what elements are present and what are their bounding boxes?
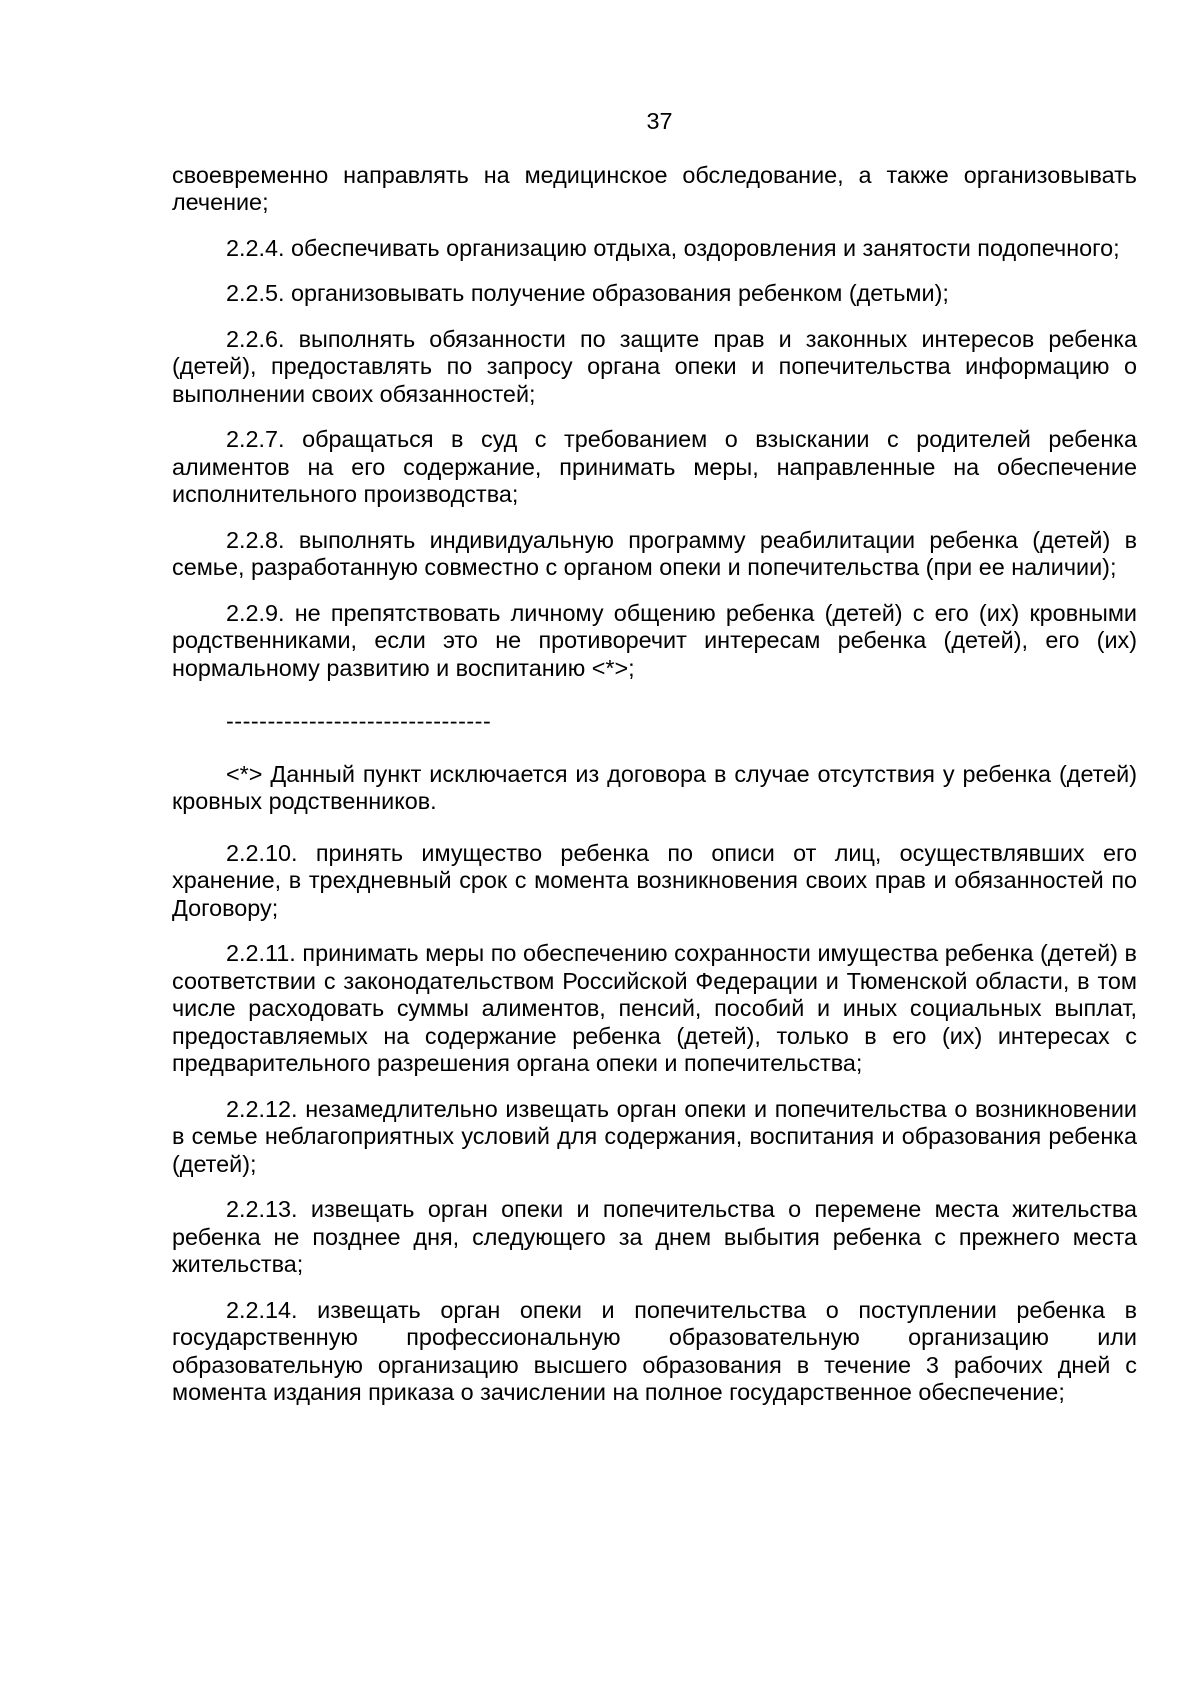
paragraph-2-2-13: 2.2.13. извещать орган опеки и попечительства о перемене места жительства ребенка не позднее дня, следующего за днем выбытия ребенка с прежнего места жительства; bbox=[172, 1196, 1137, 1277]
footnote: <*> Данный пункт исключается из договора в случае отсутствия у ребенка (детей) кровных родственников. bbox=[172, 760, 1137, 814]
paragraph-2-2-12: 2.2.12. незамедлительно извещать орган опеки и попечительства о возникновении в семье неблагоприятных условий для содержания, воспитания и образования ребенка (детей); bbox=[172, 1095, 1137, 1177]
paragraph-2-2-9: 2.2.9. не препятствовать личному общению ребенка (детей) с его (их) кровными родственниками, если это не противоречит интересам ребенка (детей), его (их) нормальному развитию и воспитанию <*>; bbox=[172, 599, 1137, 681]
paragraph-2-2-4: 2.2.4. обеспечивать организацию отдыха, оздоровления и занятости подопечного; bbox=[226, 234, 1120, 261]
paragraph-2-2-8: 2.2.8. выполнять индивидуальную программу реабилитации ребенка (детей) в семье, разработанную совместно с органом опеки и попечительства (при ее наличии); bbox=[172, 526, 1137, 580]
paragraph-2-2-6: 2.2.6. выполнять обязанности по защите прав и законных интересов ребенка (детей), предоставлять по запросу органа опеки и попечительства информацию о выполнении своих обязанностей; bbox=[172, 325, 1137, 407]
paragraph-2-2-10: 2.2.10. принять имущество ребенка по описи от лиц, осуществлявших его хранение, в трехдневный срок с момента возникновения своих прав и обязанностей по Договору; bbox=[172, 839, 1137, 921]
document-page bbox=[172, 108, 1137, 1425]
paragraph-2-2-7: 2.2.7. обращаться в суд с требованием о взыскании с родителей ребенка алиментов на его содержание, принимать меры, направленные на обеспечение исполнительного производства; bbox=[172, 426, 1137, 507]
paragraph-2-2-11: 2.2.11. принимать меры по обеспечению сохранности имущества ребенка (детей) в соответствии с законодательством Российской Федерации и Тюменской области, в том числе расходовать суммы алиментов, пенсий, пособий и иных социальных выплат, предоставляемых на содержание ребенка (детей), только в его (их) интересах с предварительного разрешения органа опеки и попечительства; bbox=[172, 940, 1137, 1076]
paragraph-continuation: своевременно направлять на медицинское обследование, а также организовывать лечение; bbox=[172, 161, 1137, 215]
paragraph-2-2-14: 2.2.14. извещать орган опеки и попечительства о поступлении ребенка в государственную профессиональную образовательную организацию или образовательную организацию высшего образования в течение 3 рабочих дней с момента издания приказа о зачислении на полное государственное обеспечение; bbox=[172, 1296, 1137, 1405]
page-number: 37 bbox=[646, 108, 673, 134]
footnote-separator: -------------------------------- bbox=[226, 708, 492, 734]
paragraph-2-2-5: 2.2.5. организовывать получение образования ребенком (детьми); bbox=[226, 280, 949, 306]
